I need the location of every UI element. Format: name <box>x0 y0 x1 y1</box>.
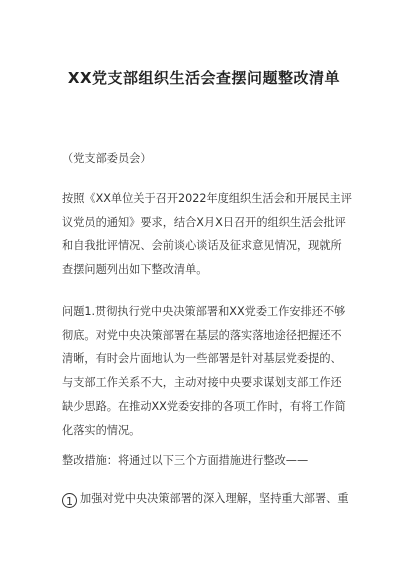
issue-paragraph <box>62 300 352 442</box>
document-title: XX党支部组织生活会查摆问题整改清单 <box>67 69 341 87</box>
intro-line: 按照《XX单位关于召开2022年度组织生活会和开展民主评 <box>62 192 352 205</box>
issue-line: 化落实的情况。 <box>62 423 141 437</box>
intro-paragraph <box>62 187 352 282</box>
measures-heading: 整改措施：将通过以下三个方面措施进行整改—— <box>62 454 309 467</box>
issue-line: 问题1.贯彻执行党中央决策部署和XX党委工作安排还不够 <box>62 305 346 318</box>
issue-line: 彻底。对党中央决策部署在基层的落实落地途径把握还不 <box>62 328 342 342</box>
measure-item-line <box>62 487 352 511</box>
intro-line: 议党员的通知》要求，结合X月X日召开的组织生活会批评 <box>62 215 346 229</box>
measure-item-text: 加强对党中央决策部署的深入理解，坚持重大部署、重 <box>80 492 349 505</box>
committee-label: （党支部委员会） <box>62 152 152 165</box>
intro-line: 查摆问题列出如下整改清单。 <box>62 263 208 277</box>
intro-line: 和自我批评情况、会前谈心谈话及征求意见情况，现就所 <box>62 239 342 253</box>
issue-line: 与支部工作关系不大，主动对接中央要求谋划支部工作还 <box>62 376 342 390</box>
circled-number: 1 <box>62 493 77 508</box>
issue-line: 缺少思路。在推动XX党委安排的各项工作时，有将工作简 <box>62 399 346 413</box>
issue-line: 清晰，有时会片面地认为一些部署是针对基层党委提的、 <box>62 352 342 366</box>
measure-item-1 <box>62 487 352 511</box>
